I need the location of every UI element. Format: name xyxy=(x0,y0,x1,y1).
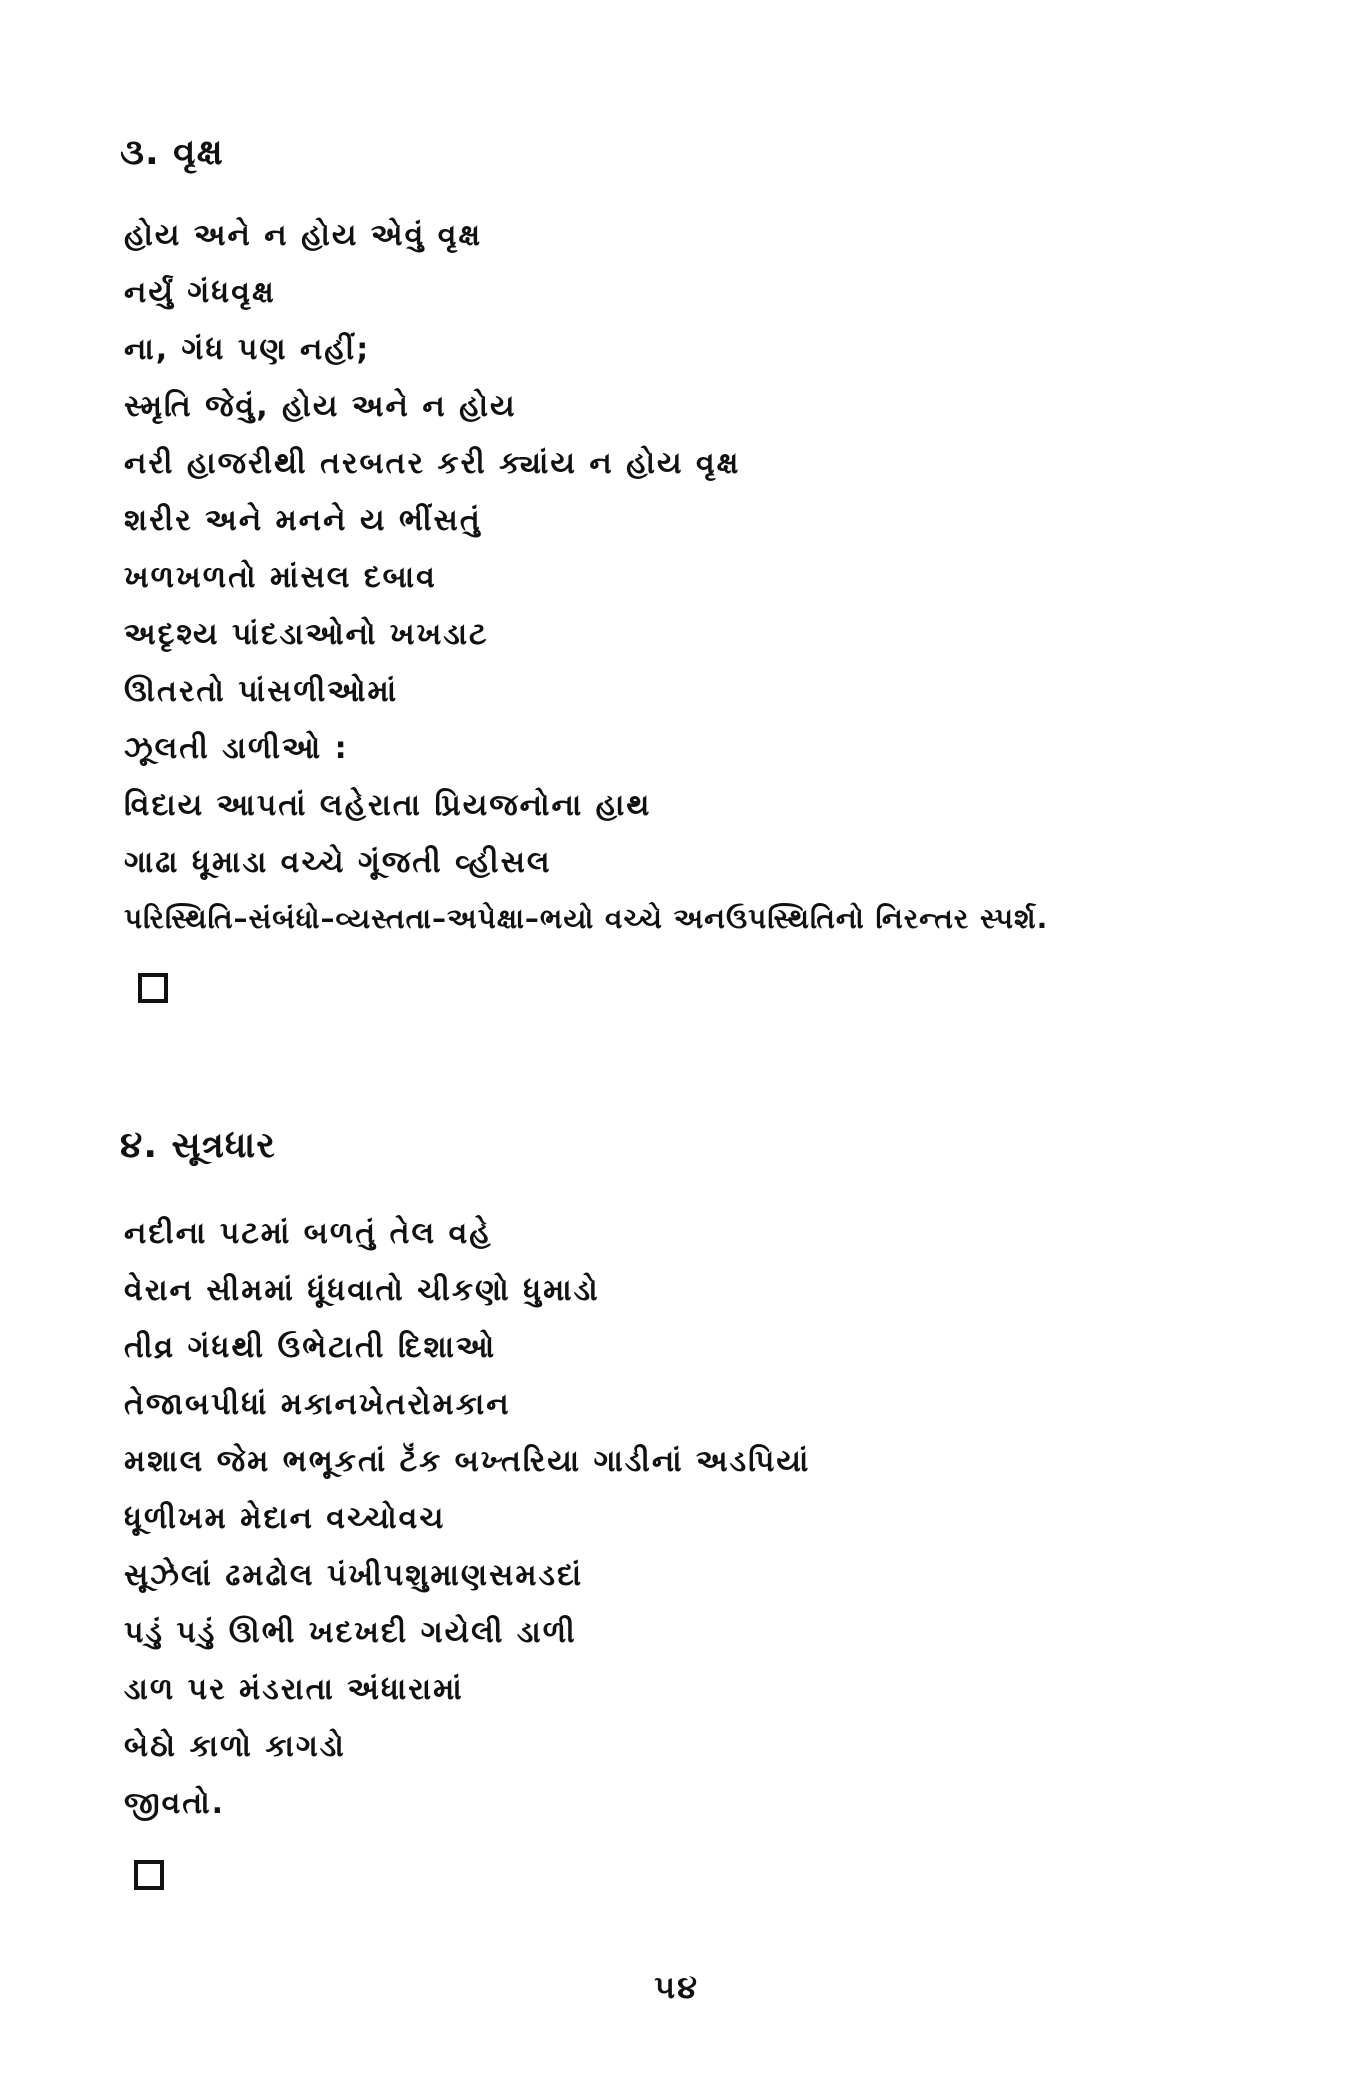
poem-line: ડાળ પર મંડરાતા અંધારામાં xyxy=(124,1672,464,1707)
page-number: ૫૪ xyxy=(654,1968,699,2006)
poem-line: વિદાય આપતાં લહેરાતા પ્રિયજનોના હાથ xyxy=(124,788,652,823)
poem-line: તેજાબપીધાં મકાનખેતરોમકાન xyxy=(124,1387,511,1422)
poem-line: નરી હાજરીથી તરબતર કરી ક્યાંય ન હોય વૃક્ષ xyxy=(124,446,741,481)
poem-line: નર્યું ગંધવૃક્ષ xyxy=(124,275,276,310)
poem-line: પડું પડું ઊભી ખદખદી ગયેલી ડાળી xyxy=(124,1615,577,1650)
poem-line: સૂઝેલાં ઢમઢોલ પંખીપશુમાણસમડદાં xyxy=(124,1558,584,1593)
poem-line: ઊતરતો પાંસળીઓમાં xyxy=(124,674,399,709)
end-of-poem-box-icon xyxy=(134,1860,164,1890)
poem-line: હોય અને ન હોય એવું વૃક્ષ xyxy=(124,218,483,253)
poem-line: નદીના પટમાં બળતું તેલ વહે xyxy=(124,1216,493,1251)
poem-line: ઝૂલતી ડાળીઓ : xyxy=(124,731,349,766)
poem-title: ૩. વૃક્ષ xyxy=(120,132,224,173)
poem-line: મશાલ જેમ ભભૂકતાં ટૅંક બખ્તરિયા ગાડીનાં અડપિયાં xyxy=(124,1444,811,1479)
poem-line: અદૃશ્ય પાંદડાઓનો ખખડાટ xyxy=(124,617,489,652)
poem-line: ખળખળતો માંસલ દબાવ xyxy=(124,560,437,595)
poem-line: પરિસ્થિતિ–સંબંધો–વ્યસ્તતા–અપેક્ષા–ભયો વચ્ચે અનઉપસ્થિતિનો નિરન્તર સ્પર્શ. xyxy=(124,902,1049,935)
poem-title: ૪. સૂત્રધાર xyxy=(120,1125,276,1166)
poem-line: શરીર અને મનને ય ભીંસતું xyxy=(124,503,482,538)
poem-line: ગાઢા ધૂમાડા વચ્ચે ગૂંજતી વ્હીસલ xyxy=(124,845,552,880)
poem-line: જીવતો. xyxy=(124,1786,226,1821)
poem-line: ધૂળીખમ મેદાન વચ્ચોવચ xyxy=(124,1501,446,1536)
poem-line: સ્મૃતિ જેવું, હોય અને ન હોય xyxy=(124,389,517,424)
poem-line: બેઠો કાળો કાગડો xyxy=(124,1729,346,1764)
end-of-poem-box-icon xyxy=(138,973,168,1003)
poem-line: વેરાન સીમમાં ધૂંધવાતો ચીકણો ધુમાડો xyxy=(124,1273,600,1308)
poem-line: તીવ્ર ગંધથી ઉભેટાતી દિશાઓ xyxy=(124,1330,497,1365)
poem-line: ના, ગંધ પણ નહીં; xyxy=(124,332,371,367)
